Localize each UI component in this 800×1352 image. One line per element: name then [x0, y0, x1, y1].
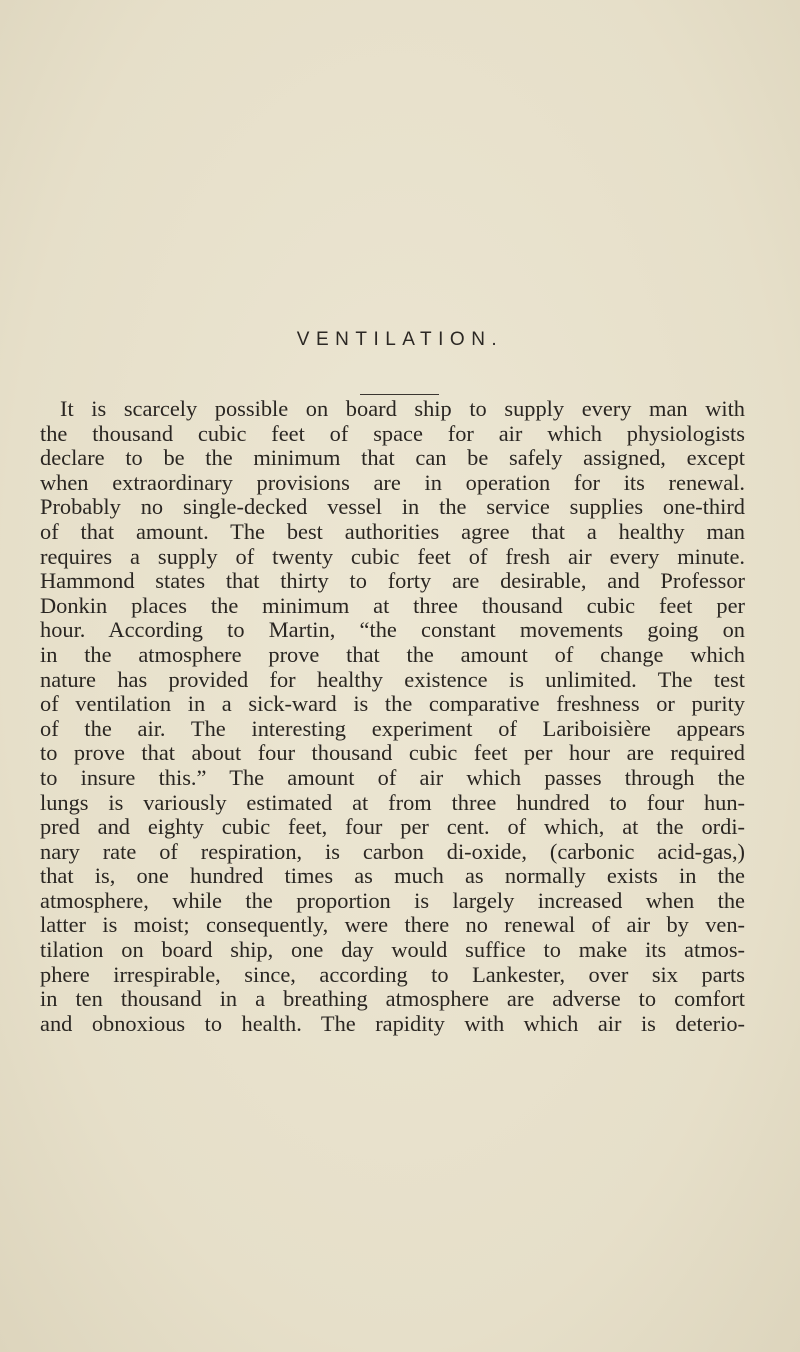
- text-line: of that amount. The best authorities agree that a healthy man: [40, 518, 745, 544]
- text-line: to prove that about four thousand cubic feet per hour are required: [40, 740, 745, 766]
- text-line: Probably no single-decked vessel in the service supplies one-third: [40, 494, 745, 520]
- text-line: when extraordinary provisions are in operation for its renewal.: [40, 469, 745, 495]
- text-line: to insure this.” The amount of air which passes through the: [40, 764, 745, 790]
- text-line: phere irrespirable, since, according to Lankester, over six parts: [40, 961, 745, 987]
- body-paragraph: [40, 397, 745, 1036]
- text-line: hour. According to Martin, “the constant movements going on: [40, 617, 745, 643]
- text-line: lungs is variously estimated at from three hundred to four hun-: [40, 789, 745, 815]
- text-line: Donkin places the minimum at three thousand cubic feet per: [40, 592, 745, 618]
- text-line: in ten thousand in a breathing atmosphere are adverse to comfort: [40, 986, 745, 1012]
- text-line: requires a supply of twenty cubic feet of fresh air every minute.: [40, 543, 745, 569]
- text-line: atmosphere, while the proportion is largely increased when the: [40, 887, 745, 913]
- text-line: and obnoxious to health. The rapidity with which air is deterio-: [40, 1010, 745, 1036]
- text-line: tilation on board ship, one day would suffice to make its atmos-: [40, 937, 745, 963]
- text-line: nature has provided for healthy existence is unlimited. The test: [40, 666, 745, 692]
- text-line: of the air. The interesting experiment of Lariboisière appears: [40, 715, 745, 741]
- text-line: latter is moist; consequently, were there no renewal of air by ven-: [40, 912, 745, 938]
- text-line: It is scarcely possible on board ship to supply every man with: [60, 396, 745, 421]
- text-line: declare to be the minimum that can be safely assigned, except: [40, 445, 745, 471]
- text-line: Hammond states that thirty to forty are desirable, and Professor: [40, 568, 745, 594]
- text-line: in the atmosphere prove that the amount of change which: [40, 641, 745, 667]
- text-line: the thousand cubic feet of space for air which physiologists: [40, 420, 745, 446]
- text-line: that is, one hundred times as much as normally exists in the: [40, 863, 745, 889]
- text-line: nary rate of respiration, is carbon di-oxide, (carbonic acid-gas,): [40, 838, 745, 864]
- text-line: of ventilation in a sick-ward is the comparative freshness or purity: [40, 691, 745, 717]
- page-title: VENTILATION.: [296, 329, 504, 350]
- text-line: pred and eighty cubic feet, four per cent. of which, at the ordi-: [40, 814, 745, 840]
- title-divider: [360, 394, 439, 395]
